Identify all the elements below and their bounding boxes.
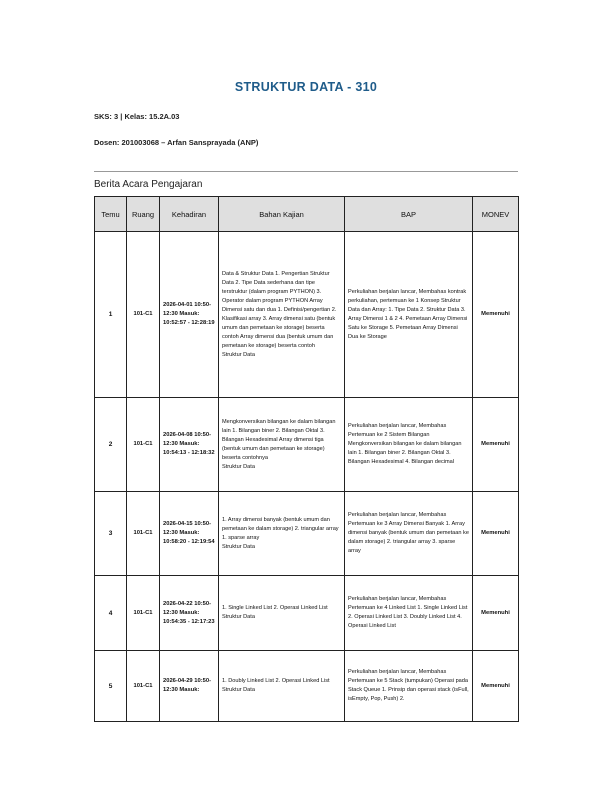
cell-monev: Memenuhi <box>473 576 519 651</box>
header-kehadiran: Kehadiran <box>160 197 219 232</box>
cell-bap: Perkuliahan berjalan lancar, Membahas Pertemuan ke 2 Sistem Bilangan Mengkonversikan bilangan ke dalam bilangan lain 1. Bilangan biner 2. Bilangan Oktal 3. Bilangan Hexadesimal 4. Bilangan decimal <box>345 398 473 492</box>
cell-temu: 1 <box>95 232 127 398</box>
bahan-subject: Struktur Data <box>222 351 255 358</box>
bahan-text: 1. Array dimensi banyak (bentuk umum dan pemetaan ke dalam storage) 2. triangular array 1. sparse array <box>222 516 339 541</box>
bahan-subject: Struktur Data <box>222 614 255 620</box>
table-row <box>95 492 519 576</box>
header-monev: MONEV <box>473 197 519 232</box>
cell-ruang: 101-C1 <box>127 576 160 651</box>
section-title: Berita Acara Pengajaran <box>94 179 203 190</box>
sks-kelas-line: SKS: 3 | Kelas: 15.2A.03 <box>94 112 180 121</box>
bahan-text: Data & Struktur Data 1. Pengertian Struktur Data 2. Tipe Data sederhana dan tipe terstruktur (dalam program PYTHON) 3. Operator dalam program PYTHON Array Dimensi satu dan dua 1. Definisi/pengertian 2. Klasifikasi array 3. Array dimensi satu (bentuk umum dan pemetaan ke storage) beserta contoh Array dimensi dua (bentuk umum dan pemetaan ke storage) beserta contoh <box>222 270 337 349</box>
cell-kehadiran: 2026-04-08 10:50-12:30 Masuk: 10:54:13 - 12:18:32 <box>160 398 219 492</box>
cell-ruang: 101-C1 <box>127 232 160 398</box>
cell-bap: Perkuliahan berjalan lancar, Membahas kontrak perkuliahan, pertemuan ke 1 Konsep Struktur Data dan Array: 1. Tipe Data 2. Struktur Data 3. Array Dimensi 1 & 2 4. Pemetaan Array Dimensi Satu ke Storage 5. Pemetaan Array Dimensi Dua ke Storage <box>345 232 473 398</box>
bahan-text: 1. Doubly Linked List 2. Operasi Linked List <box>222 678 330 684</box>
table-row <box>95 398 519 492</box>
cell-temu: 5 <box>95 651 127 722</box>
cell-bahan-kajian <box>219 492 345 576</box>
table-row <box>95 576 519 651</box>
cell-monev: Memenuhi <box>473 492 519 576</box>
cell-kehadiran: 2026-04-01 10:50-12:30 Masuk: 10:52:57 - 12:28:19 <box>160 232 219 398</box>
cell-monev: Memenuhi <box>473 651 519 722</box>
cell-kehadiran: 2026-04-15 10:50-12:30 Masuk: 10:58:20 - 12:19:54 <box>160 492 219 576</box>
divider <box>94 171 518 172</box>
table-row <box>95 232 519 398</box>
header-bahan-kajian: Bahan Kajian <box>219 197 345 232</box>
document-title: STRUKTUR DATA - 310 <box>234 80 378 94</box>
dosen-line: Dosen: 201003068 – Arfan Sansprayada (ANP) <box>94 138 259 147</box>
cell-bap: Perkuliahan berjalan lancar, Membahas Pertemuan ke 5 Stack (tumpukan) Operasi pada Stack Queue 1. Prinsip dan operasi stack (isFull, isEmpty, Pop, Push) 2. <box>345 651 473 722</box>
cell-bahan-kajian <box>219 576 345 651</box>
cell-bahan-kajian <box>219 398 345 492</box>
table-row <box>95 651 519 722</box>
header-bap: BAP <box>345 197 473 232</box>
bahan-subject: Struktur Data <box>222 543 255 550</box>
cell-temu: 4 <box>95 576 127 651</box>
header-temu: Temu <box>95 197 127 232</box>
cell-ruang: 101-C1 <box>127 651 160 722</box>
cell-kehadiran: 2026-04-22 10:50-12:30 Masuk: 10:54:35 - 12:17:23 <box>160 576 219 651</box>
cell-kehadiran: 2026-04-29 10:50-12:30 Masuk: <box>160 651 219 722</box>
cell-bahan-kajian <box>219 651 345 722</box>
bahan-text: 1. Single Linked List 2. Operasi Linked List <box>222 605 328 611</box>
cell-ruang: 101-C1 <box>127 398 160 492</box>
cell-monev: Memenuhi <box>473 398 519 492</box>
cell-bap: Perkuliahan berjalan lancar, Membahas Pertemuan ke 3 Array Dimensi Banyak 1. Array dimensi banyak (bentuk umum dan pemetaan ke dalam storage) 2. triangular array 3. sparse array <box>345 492 473 576</box>
cell-bap: Perkuliahan berjalan lancar, Membahas Pertemuan ke 4 Linked List 1. Single Linked List 2. Operasi Linked List 3. Doubly Linked List 4. Operasi Linked List <box>345 576 473 651</box>
cell-temu: 3 <box>95 492 127 576</box>
table-header-row <box>95 197 519 232</box>
cell-monev: Memenuhi <box>473 232 519 398</box>
bahan-text: Mengkonversikan bilangan ke dalam bilangan lain 1. Bilangan biner 2. Bilangan Oktal 3. Bilangan Hexadesimal Array dimensi tiga (bentuk umum dan pemetaan ke storage) beserta contohnya <box>222 418 336 461</box>
berita-acara-table <box>94 196 519 722</box>
bahan-subject: Struktur Data <box>222 687 255 693</box>
cell-bahan-kajian <box>219 232 345 398</box>
cell-ruang: 101-C1 <box>127 492 160 576</box>
header-ruang: Ruang <box>127 197 160 232</box>
cell-temu: 2 <box>95 398 127 492</box>
bahan-subject: Struktur Data <box>222 463 255 470</box>
